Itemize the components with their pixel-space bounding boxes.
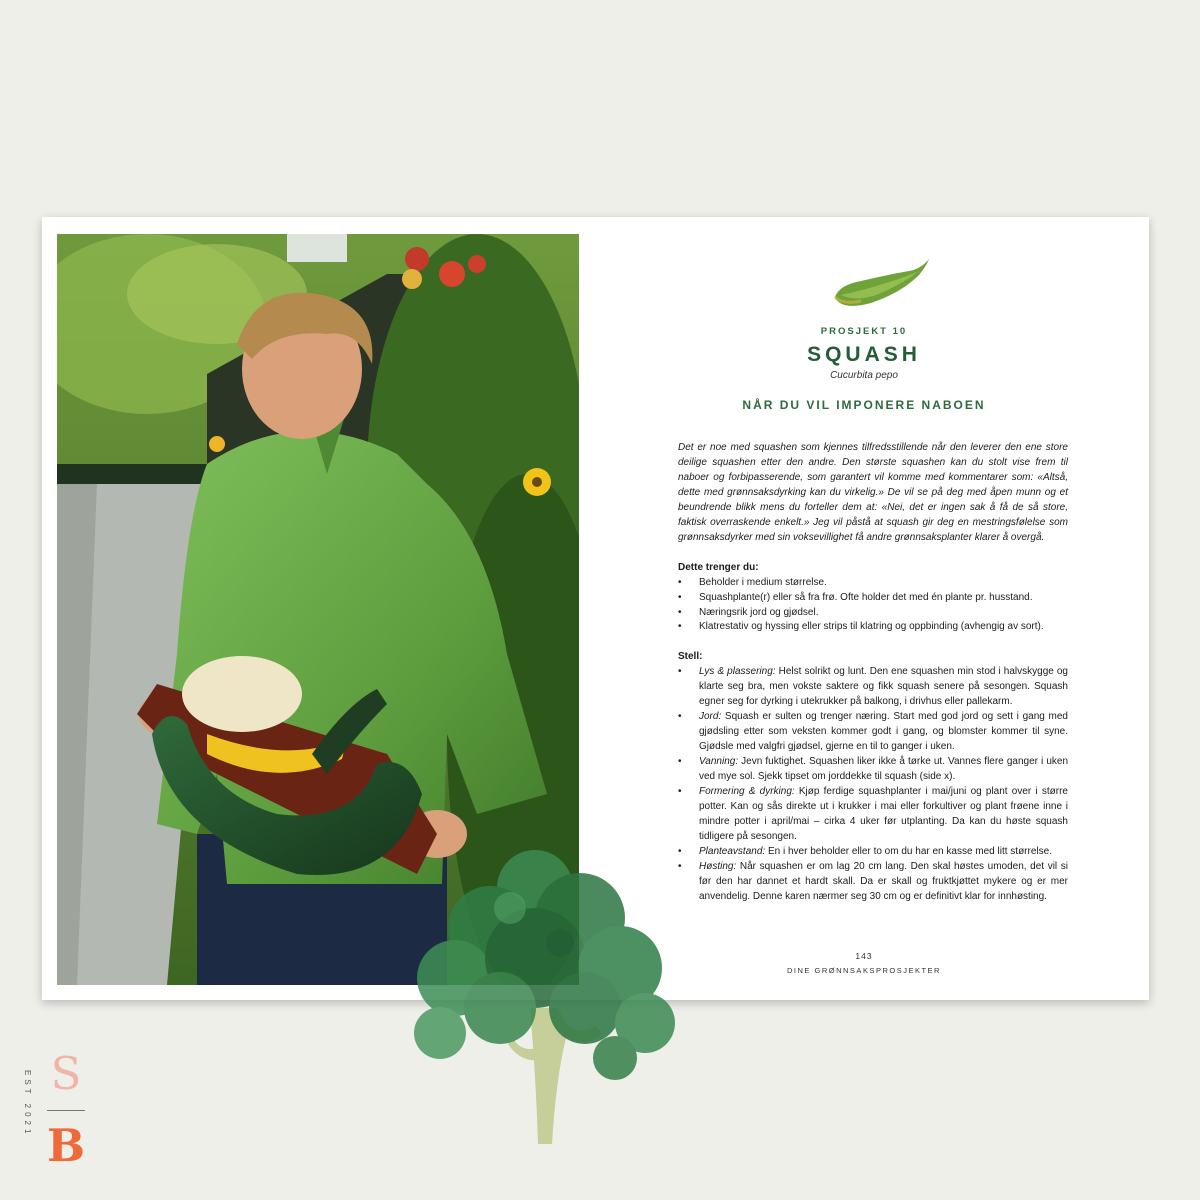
page-footer: DINE GRØNNSAKSPROSJEKTER [787, 966, 941, 975]
list-item: • Næringsrik jord og gjødsel. [678, 606, 1068, 621]
care-term: Formering & dyrking: [699, 786, 795, 798]
care-term: Lys & plassering: [699, 666, 776, 678]
care-term: Vanning: [699, 756, 739, 768]
care-text: Jevn fuktighet. Squashen liker ikke å tørke ut. Vannes flere ganger i uken ved mye sol. Sjekk tipset om jorddekke til squash (side x). [699, 756, 1068, 783]
broccoli-illustration [410, 848, 682, 1148]
list-item [678, 860, 1068, 905]
list-item: • Klatrestativ og hyssing eller strips til klatring og oppbinding (avhengig av sort). [678, 620, 1068, 635]
logo-est: EST 2021 [23, 1070, 32, 1138]
care-term: Jord: [699, 711, 722, 723]
squash-icon [831, 255, 931, 311]
list-item [678, 665, 1068, 710]
logo-divider [47, 1110, 85, 1111]
body-text [678, 441, 1068, 905]
page-subtitle: NÅR DU VIL IMPONERE NABOEN [742, 398, 986, 412]
care-text: Når squashen er om lag 20 cm lang. Den skal høstes umoden, det vil si før den har dannet et hardt skall. Da er skall og fruktkjøttet mykere og er mer anvendelig. Denne karen nærmer seg 30 cm og er definitivt klar for innhøsting. [699, 860, 1068, 902]
list-item [678, 755, 1068, 785]
care-text: Helst solrikt og lunt. Den ene squashen min stod i halvskygge og klarte seg bra, men vokste saktere og fikk squash senere på sesongen. Squash egner seg for dyrking i utekrukker på balkong, i drivhus eller pallekarm. [699, 666, 1068, 708]
care-heading: Stell: [678, 651, 703, 663]
page-title: SQUASH [807, 343, 921, 366]
project-kicker: PROSJEKT 10 [820, 326, 908, 337]
list-item [678, 710, 1068, 755]
latin-name: Cucurbita pepo [830, 370, 898, 381]
care-text: En i hver beholder eller to om du har en kasse med litt størrelse. [765, 845, 1052, 857]
list-item: • Beholder i medium størrelse. [678, 576, 1068, 591]
list-item [678, 785, 1068, 845]
needs-list [678, 576, 1068, 636]
needs-heading: Dette trenger du: [678, 561, 759, 573]
list-item [678, 845, 1068, 860]
list-item: • Squashplante(r) eller så fra frø. Ofte holder det med én plante pr. husstand. [678, 591, 1068, 606]
logo-letter-top: S [50, 1047, 82, 1100]
care-term: Planteavstand: [699, 845, 766, 857]
care-text: Squash er sulten og trenger næring. Start med god jord og sett i gang med gjødsling etter som veksten kommer godt i gang, og blomster kommer til syne. Gjødsle med valgfri gjødsel, gjerne en til to ganger i uken. [699, 711, 1068, 753]
logo-letter-bottom: B [46, 1119, 86, 1172]
page-number: 143 [855, 951, 873, 961]
care-list [678, 665, 1068, 904]
care-text: Kjøp ferdige squashplanter i mai/juni og plant over i større potter. Kan og sås direkte ut i krukker i mai eller forkultiver og plant frøene inne i mindre potter i april/mai – cirka 4 uker før utplanting. Da kan du høste squash tidligere på sesongen. [699, 786, 1068, 842]
intro-paragraph: Det er noe med squashen som kjennes tilfredsstillende når den leverer den ene store deilige squashen etter den andre. Den største squashen kan du stolt vise frem til naboer og forbipasserende, som garantert vil komme med kommentarer som: «Altså, dette med grønnsaksdyrking kan du virkelig.» De vil se på deg med åpen munn og et beundrende blikk mens du forteller dem at: «Nei, det er ingen sak å få de så store, faktisk overraskende enkelt.» Jeg vil påstå at squash gir deg en mestringsfølelse som grønnsaksdyrker med sin voksevillighet få andre grønnsaksplanter klarer å overgå. [678, 442, 1068, 543]
care-term: Høsting: [699, 860, 737, 872]
